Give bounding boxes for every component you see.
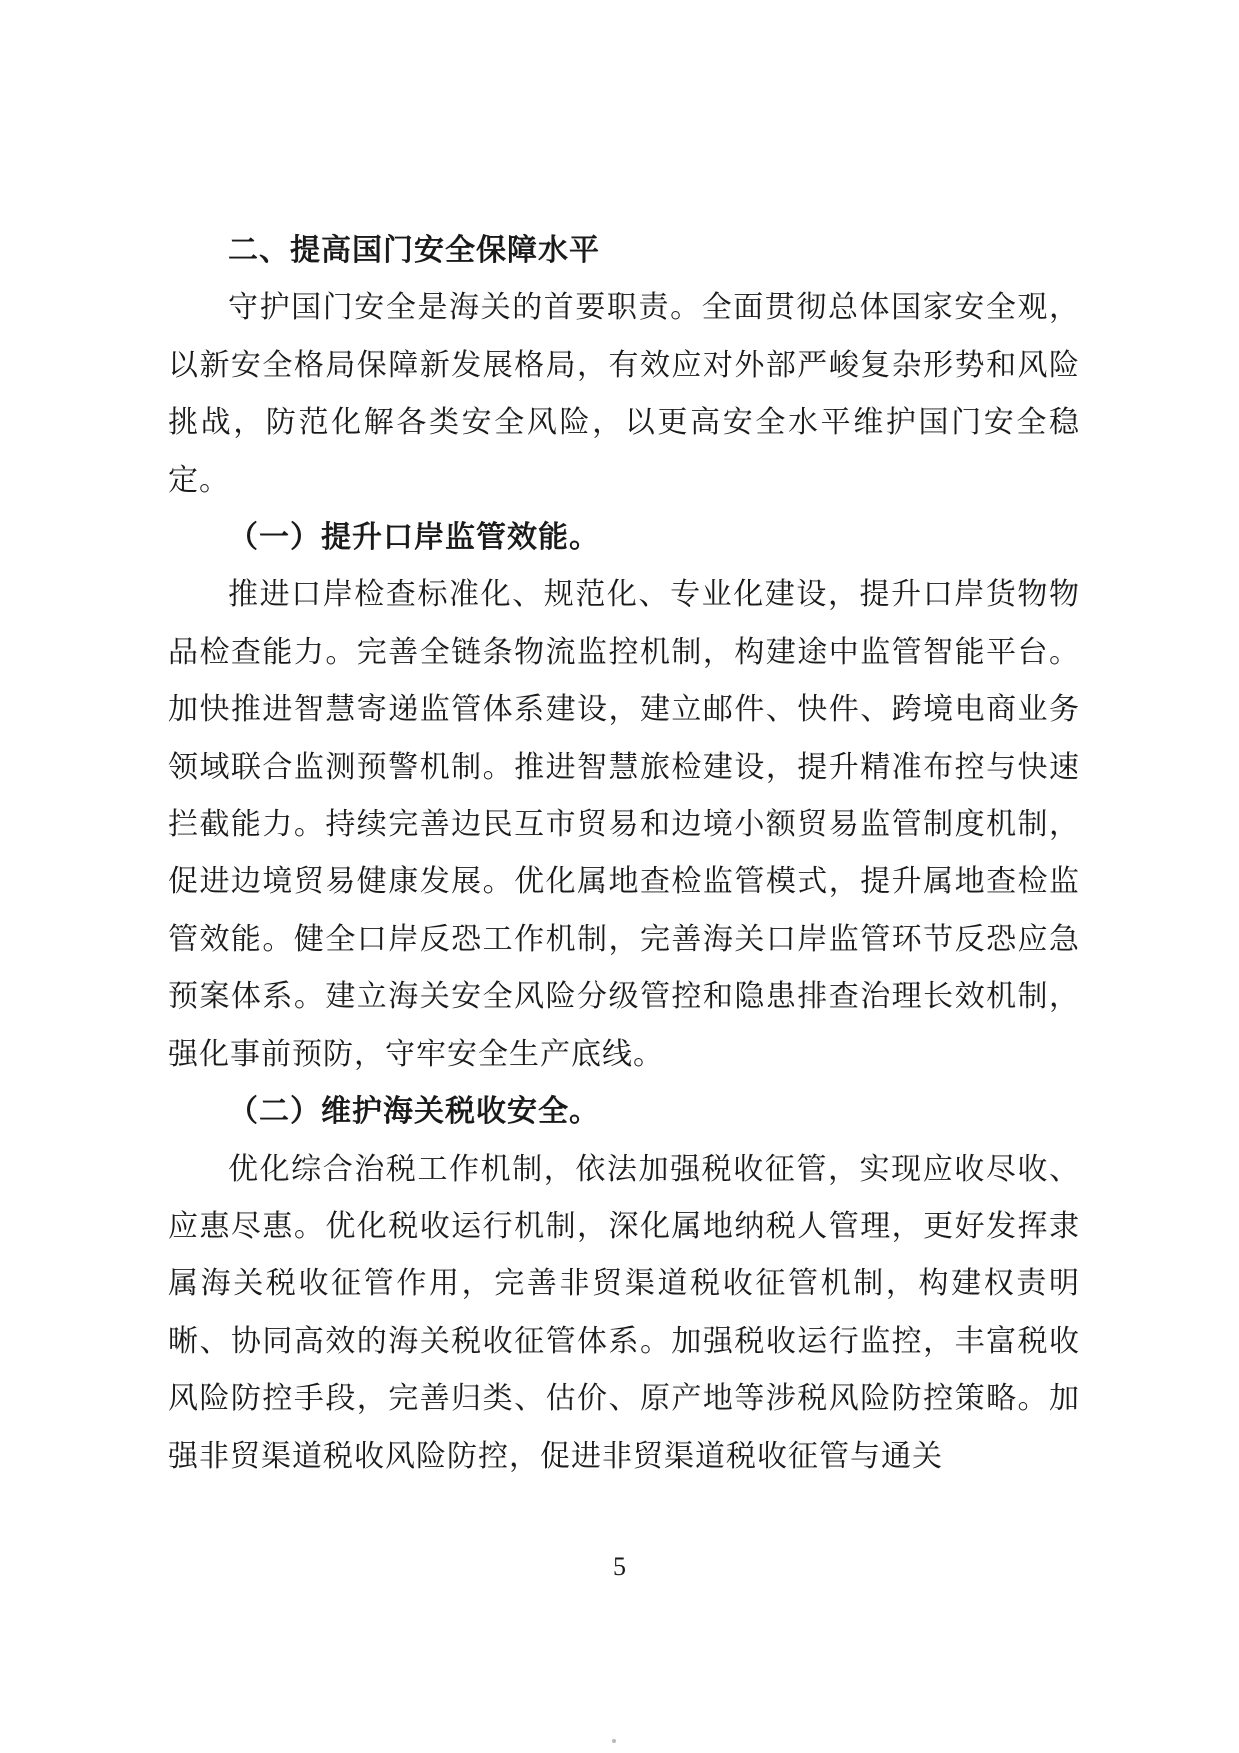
scan-mark (612, 1739, 616, 1743)
page-content (168, 222, 1080, 1485)
page-number: 5 (613, 1552, 626, 1581)
body-paragraph: 优化综合治税工作机制，依法加强税收征管，实现应收尽收、应惠尽惠。优化税收运行机制，深化属地纳税人管理，更好发挥隶属海关税收征管作用，完善非贸渠道税收征管机制，构建权责明晰、协同高效的海关税收征管体系。加强税收运行监控，丰富税收风险防控手段，完善归类、估价、原产地等涉税风险防控策略。加强非贸渠道税收风险防控，促进非贸渠道税收征管与通关 (168, 1151, 1080, 1474)
subsection-heading: （一）提升口岸监管效能。 (228, 520, 600, 556)
subsection-heading: （二）维护海关税收安全。 (228, 1094, 600, 1130)
section-heading: 二、提高国门安全保障水平 (228, 233, 600, 268)
body-paragraph: 守护国门安全是海关的首要职责。全面贯彻总体国家安全观，以新安全格局保障新发展格局，有效应对外部严峻复杂形势和风险挑战，防范化解各类安全风险，以更高安全水平维护国门安全稳定。 (168, 290, 1080, 498)
body-paragraph: 推进口岸检查标准化、规范化、专业化建设，提升口岸货物物品检查能力。完善全链条物流监控机制，构建途中监管智能平台。加快推进智慧寄递监管体系建设，建立邮件、快件、跨境电商业务领域联合监测预警机制。推进智慧旅检建设，提升精准布控与快速拦截能力。持续完善边民互市贸易和边境小额贸易监管制度机制，促进边境贸易健康发展。优化属地查检监管模式，提升属地查检监管效能。健全口岸反恐工作机制，完善海关口岸监管环节反恐应急预案体系。建立海关安全风险分级管控和隐患排查治理长效机制，强化事前预防，守牢安全生产底线。 (168, 577, 1080, 1072)
